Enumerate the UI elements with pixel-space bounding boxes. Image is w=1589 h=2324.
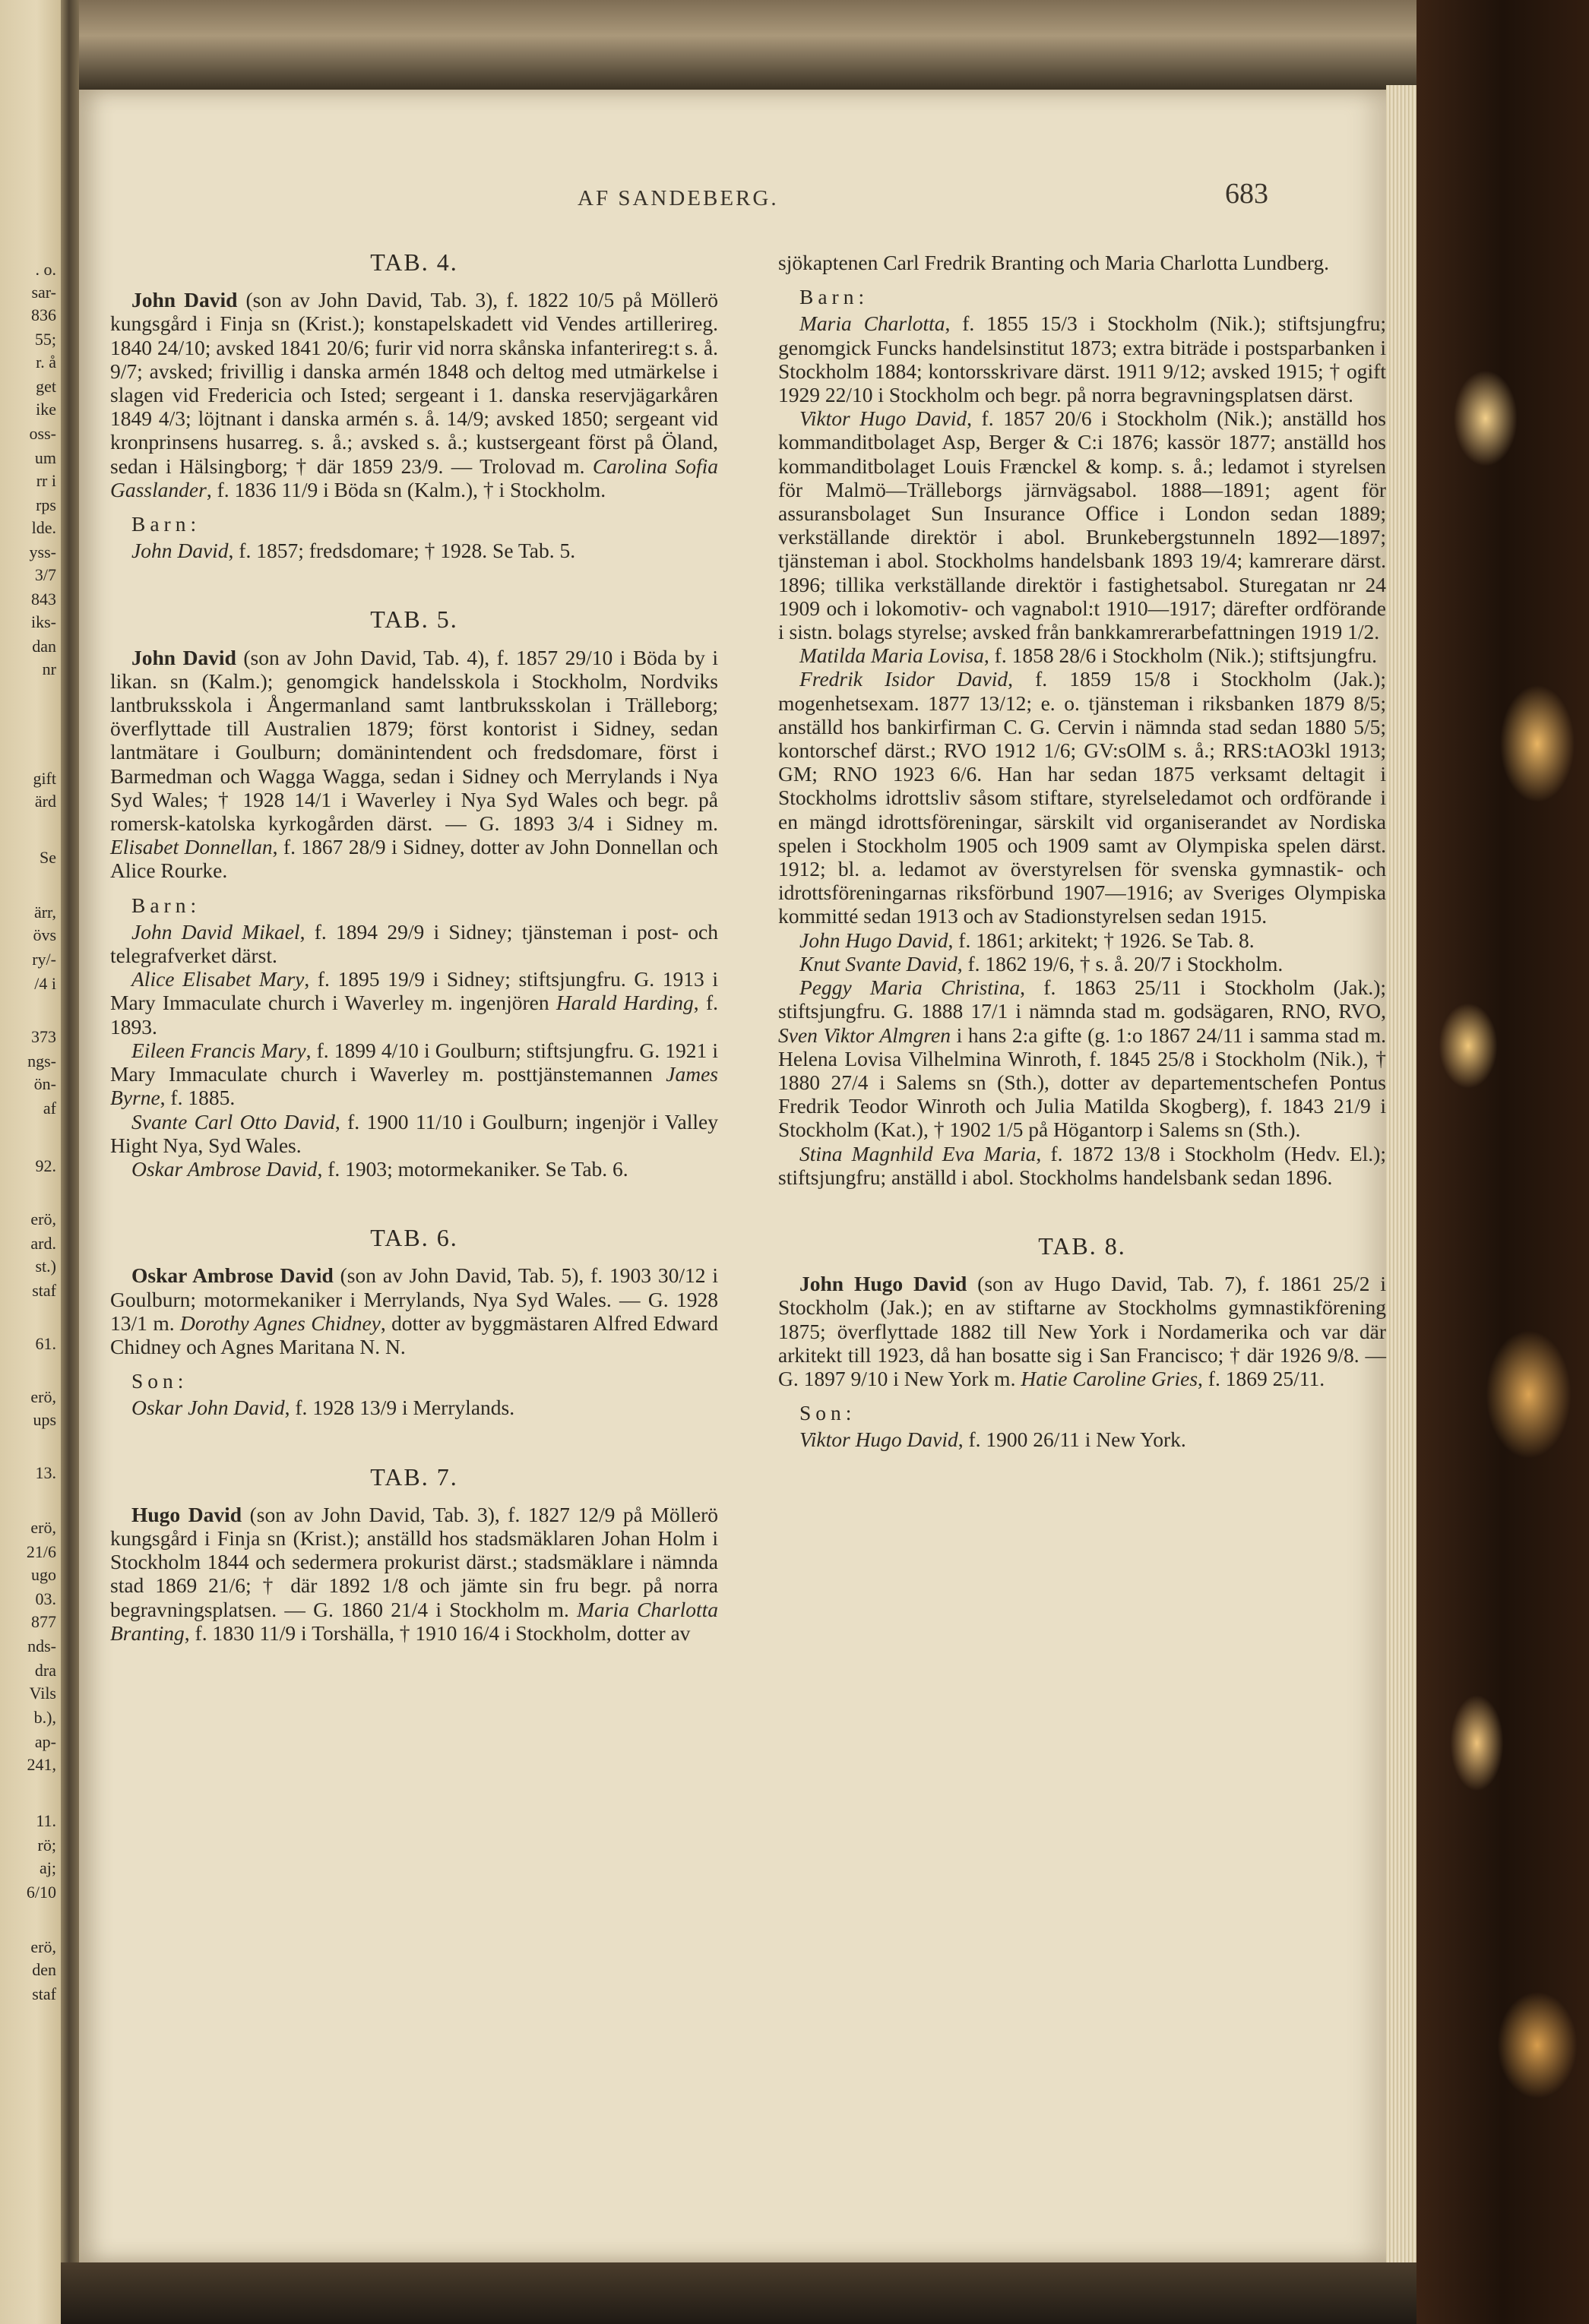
book-gutter [61,0,79,2324]
child-name: Matilda Maria Lovisa [799,643,984,668]
child-name: John Hugo David [799,928,948,952]
margin-fragment: rps [36,495,56,514]
child-entry [778,952,1386,975]
margin-fragment: nr [42,659,56,678]
margin-fragment: rr i [36,471,56,490]
margin-fragment: 11. [36,1811,56,1830]
page-number: 683 [1225,178,1268,210]
margin-fragment: dan [32,637,56,656]
margin-fragment: staf [32,1984,56,2003]
margin-fragment: ry/- [32,950,56,969]
child-name: John David [131,539,229,563]
margin-fragment: lde. [31,518,56,537]
margin-fragment: erö, [30,1937,56,1956]
child-text: , f. 1895 19/9 i Sidney; stiftsjungfru. G. 1913 i Mary Immaculate church i Waverley m. ingenjören [110,967,718,1015]
margin-fragment: get [36,377,56,396]
spouse-name: James Byrne [110,1062,718,1110]
margin-fragment: oss- [29,424,56,443]
margin-fragment: rö; [37,1835,56,1854]
section-title: TAB. 6. [370,1224,458,1252]
child-entry [110,1157,718,1181]
child-entry [110,539,718,562]
person-name: John David [131,645,236,669]
child-name: Viktor Hugo David [799,406,967,431]
child-entry [778,643,1386,667]
entry-text: (son av John David, Tab. 3), f. 1827 12/9 på Möllerö kungsgård i Finja sn (Krist.); anställd hos stadsmäklaren Johan Holm i Stockholm 1844 och sedermera prokurist därst.; stadsmäklare i nämnda stad 1869 21/6; † där 1892 1/8 och jämte sin fru begr. på norra begravningsplatsen. — G. 1860 21/4 i Stockholm m. [110,1502,718,1621]
child-entry [110,1039,718,1110]
child-text: , f. 1861; arkitekt; † 1926. Se Tab. 8. [948,928,1255,952]
child-name: Oskar Ambrose David [131,1156,318,1181]
margin-fragment: 241, [27,1755,56,1774]
margin-fragment: yss- [29,542,56,561]
section-tab-7 [110,1462,719,1645]
margin-fragment: . o. [35,260,56,279]
child-text: i hans 2:a gifte (g. 1:o 1867 24/11 i samma stad m. Helena Lovisa Vilhelmina Winroth, f. 1845 25/8 i Stockholm (Nik.), † 1880 27/4 i Salems sn (Sth.), dotter av departementschefen Pontus Fredrik Teodor Winroth och Julia Matilda Skogberg), f. 1843 21/9 i Stockholm (Kat.), † 1902 1/5 på Högantorp i Salems sn (Sth.). [778,1023,1386,1142]
child-text: , f. 1928 13/9 i Merrylands. [284,1396,515,1420]
section-tab-5 [110,608,718,1181]
child-entry [778,1428,1386,1451]
margin-fragment: aj; [40,1858,56,1877]
spouse-name: Harald Harding [556,991,694,1015]
person-name: John Hugo David [799,1272,967,1296]
child-name: Oskar John David [131,1396,285,1420]
margin-fragment: dra [34,1661,56,1680]
margin-fragment: ärd [34,792,56,811]
margin-fragment: 21/6 [26,1542,56,1561]
section-title: TAB. 4. [370,248,458,276]
entry [778,1272,1386,1390]
child-entry [110,920,718,967]
children-list [110,539,718,562]
child-text: , f. 1858 28/6 i Stockholm (Nik.); stiftsjungfru. [983,643,1378,668]
child-entry [778,928,1386,952]
entry-text: (son av John David, Tab. 5), f. 1903 30/12 i Goulburn; motormekaniker i Merrylands, Nya Syd Wales. — G. 1928 13/1 m. [110,1263,718,1335]
child-name: Knut Svante David [799,951,958,975]
entry-text: (son av Hugo David, Tab. 7), f. 1861 25/2 i Stockholm (Jak.); en av stiftarne av Stockholms gymnastikförening 1875; överflyttade 1882 till New York i Nordamerika och var där arkitekt till 1923, då han bosatte sig i San Francisco; † där 1926 9/8. — G. 1897 9/10 i New York m. [778,1272,1386,1390]
margin-fragment: af [43,1099,56,1118]
margin-fragment: sar- [31,283,56,302]
margin-fragment: 373 [31,1027,56,1046]
margin-fragment: ups [33,1410,56,1429]
book-cover-top [61,0,1589,90]
margin-fragment: st.) [35,1257,56,1276]
entry-continued: sjökaptenen Carl Fredrik Branting och Maria Charlotta Lundberg. [778,251,1330,274]
margin-fragment: 03. [35,1589,56,1608]
child-name: Stina Magnhild Eva Maria [799,1141,1037,1165]
margin-fragment: 843 [31,590,56,609]
entry [110,646,718,883]
margin-fragment: 61. [35,1334,56,1353]
child-text: , f. 1900 11/10 i Goulburn; ingenjör i Valley Hight Nya, Syd Wales. [110,1109,718,1157]
child-text: , f. 1900 26/11 i New York. [958,1428,1186,1452]
entry-text: (son av John David, Tab. 4), f. 1857 29/10 i Böda by i likan. sn (Kalm.); genomgick handelsskola i Stockholm, Nordviks lantbruksskola i Ångermanland samt lantbruksskolan i Trälleborg; överflyttade till Australien 1879; först kontorist i Sidney, sedan lantmätare i Goulburn; domänintendent och fredsdomare, först i Barmedman och Wagga Wagga, sedan i Sidney och Merrylands i Nya Syd Wales; † 1928 14/1 i Waverley i Nya Syd Wales och begr. på romersk-katolska kyrkogården därst. — G. 1893 3/4 i Sidney m. [110,645,718,836]
page-stack-edge [1386,85,1416,2267]
section-tab-8 [778,1232,1386,1452]
margin-fragment: b.), [33,1708,56,1727]
entry-text-continued: , f. 1830 11/9 i Torshälla, † 1910 16/4 i Stockholm, dotter av [184,1620,691,1645]
margin-fragment: 6/10 [26,1883,56,1902]
margin-fragment: Se [40,848,56,867]
margin-fragment: ike [36,400,56,419]
margin-fragment: iks- [31,612,56,631]
marbled-cover [1416,0,1589,2324]
book-cover-bottom [61,2262,1416,2324]
margin-fragment: nds- [27,1636,56,1655]
child-entry [778,667,1386,928]
child-text: , f. 1859 15/8 i Stockholm (Jak.); mogenhetsexam. 1877 13/12; e. o. tjänsteman i riksbanken 1879 8/5; anställd hos bankirfirman C. G. Cervin i nämnda stad sedan 1880 5/5; kontorschef därst.; RVO 1912 1/6; GV:sOlM s. å.; RRS:tAO3kl 1913; GM; RNO 1923 6/6. Han har sedan 1875 verksamt deltagit i Stockholms idrottsliv såsom stiftare, styrelseledamot och ordförande i en mängd idrottsföreningar, särskilt vid organiserandet av Nordiska spelen i Stockholm 1905 och 1909 samt av Olympiska spelen därst. 1912; bl. a. ledamot av överstyrelsen för svenska gymnastik- och idrottsföreningarnas riksförbund 1907—1916; av Sveriges Olympiska kommitté sedan 1913 och av Stadionstyrelsen sedan 1915. [778,667,1386,928]
margin-fragment: um [34,448,56,467]
margin-fragment: ard. [30,1234,56,1253]
person-name: John David [131,288,238,312]
spouse-name: Sven Viktor Almgren [778,1023,951,1047]
spouse-name: Elisabet Donnellan [110,835,273,859]
child-text: , f. 1893. [110,991,718,1039]
child-entry [110,967,718,1039]
entry [110,288,718,501]
child-text: , f. 1862 19/6, † s. å. 20/7 i Stockholm. [957,951,1284,975]
previous-page-edge [0,0,61,2324]
margin-fragment: 55; [34,330,56,349]
child-text: , f. 1872 13/8 i Stockholm (Hedv. El.); stiftsjungfru; anställd i abol. Stockholms handelsbank sedan 1896. [778,1141,1386,1189]
child-entry [778,975,1386,1141]
margin-fragment: 877 [31,1612,56,1631]
entry-text: , f. 1869 25/11. [1198,1366,1325,1390]
section-title: TAB. 7. [370,1462,458,1491]
margin-fragment: erö, [30,1387,56,1406]
child-name: John David Mikael [131,919,300,944]
section-title: TAB. 8. [1038,1232,1126,1260]
children-list [778,1428,1386,1451]
margin-fragment: Vils [29,1684,56,1703]
margin-fragment: /4 i [34,974,56,993]
child-text: , f. 1855 15/3 i Stockholm (Nik.); stiftsjungfru; genomgick Funcks handelsinstitut 1873; extra biträde i postsparbanken i Stockholm 1884; kontorsskrivare därst. 1911 9/12; avsked 1915; † ogift 1929 22/10 i Stockholm och begr. på norra begravningsplatsen därst. [778,311,1386,407]
entry [110,1263,718,1358]
section-tab-6 [110,1226,718,1419]
margin-fragment: övs [33,925,56,944]
margin-fragment: ngs- [27,1051,56,1070]
child-entry [110,1396,718,1419]
entry-text: , f. 1867 28/9 i Sidney, dotter av John Donnellan och Alice Rourke. [110,835,718,883]
child-text: , f. 1863 25/11 i Stockholm (Jak.); stiftsjungfru. G. 1888 17/1 i nämnda stad m. godsägaren, RNO, RVO, [778,975,1386,1023]
margin-fragment: 92. [35,1156,56,1175]
child-text: , f. 1857; fredsdomare; † 1928. Se Tab. 5. [228,539,576,563]
child-name: Viktor Hugo David [799,1428,958,1452]
entry-text: (son av John David, Tab. 3), f. 1822 10/5 på Möllerö kungsgård i Finja sn (Krist.); konstapelskadett vid Vendes artillerireg. 1840 24/10; avsked 1841 20/6; furir vid norra skånska infanterireg:t s. å. 9/7; avsked; frivillig i danska armén 1848 och deltog med utmärkelse i slagen vid Fredericia och Isted; sergeant i 1. danska reservjägarkåren 1849 4/3; löjtnant i danska armén s. å. 14/9; avsked 1850; sergeant vid kronprinsens husarreg. s. å.; avsked s. å.; kustsergeant först på Öland, sedan i Hälsingborg; † där 1859 23/9. — Trolovad m. [110,288,718,478]
left-column [110,248,719,1690]
children-label: Barn: [131,512,201,536]
child-text: , f. 1903; motormekaniker. Se Tab. 6. [317,1156,628,1181]
child-name: Alice Elisabet Mary [131,967,305,991]
child-text: , f. 1857 20/6 i Stockholm (Nik.); anställd hos kommanditbolaget Asp, Berger & C:i 1876; kassör 1877; anställd hos kommanditbolaget Louis Frænckel & komp. s. å.; ledamot i styrelsen för Malmö—Trälleborgs järnvägsabol. 1888—1891; agent för assuransbolaget Sun Insurance Office i London sedan 1889; verkställande direktör i abol. Brunkebergstunneln 1892—1897; tjänsteman i abol. Stockholms handelsbank 1893 19/4; kamrerare därst. 1896; tillika verkställande direktör i fastighetsabol. Sturegatan nr 24 1909 och i lokomotiv- och vagnabol:t 1910—1917; därefter ordförande i sistn. bolags styrelse; avsked från bankkamrerarbefattningen 1919 1/2. [778,406,1386,644]
child-name: Fredrik Isidor David [799,667,1008,691]
child-name: Eileen Francis Mary [131,1038,306,1062]
margin-fragment: ap- [34,1732,56,1751]
children-label: Barn: [799,285,869,309]
section-tab-7-continued [778,251,1386,1189]
margin-fragment: ärr, [33,903,56,922]
margin-fragment: gift [33,769,56,788]
person-name: Hugo David [131,1502,242,1526]
margin-fragment: r. å [36,353,56,372]
margin-fragment: 836 [31,305,56,324]
margin-fragment: ön- [33,1074,56,1093]
margin-fragment: erö, [30,1209,56,1228]
right-column [778,251,1386,1497]
children-label: Son: [131,1369,188,1393]
person-name: Oskar Ambrose David [131,1263,334,1288]
spouse-name: Hatie Caroline Gries [1021,1366,1198,1390]
children-list [110,1396,718,1419]
entry-text: , dotter av byggmästaren Alfred Edward Chidney och Agnes Maritana N. N. [110,1311,718,1358]
spouse-name: Carolina Sofia Gasslander [110,454,718,501]
child-text: , f. 1885. [160,1086,236,1110]
entry [110,1503,718,1645]
margin-fragment: den [32,1960,56,1979]
child-entry [778,311,1386,406]
section-tab-4 [110,248,718,563]
margin-fragment: staf [32,1281,56,1300]
running-head: AF SANDEBERG. [578,186,779,210]
child-text: , f. 1894 29/9 i Sidney; tjänsteman i post- och telegrafverket därst. [110,919,719,968]
spouse-name: Maria Charlotta Branting [110,1597,719,1645]
margin-fragment: 13. [35,1463,56,1482]
margin-fragment: erö, [30,1518,56,1537]
margin-fragment: ugo [31,1565,56,1584]
spouse-name: Dorothy Agnes Chidney [180,1311,381,1335]
child-entry [110,1110,718,1157]
section-title: TAB. 5. [370,606,458,634]
children-label: Son: [799,1401,856,1425]
margin-fragment: 3/7 [34,565,56,584]
child-text: , f. 1899 4/10 i Goulburn; stiftsjungfru. G. 1921 i Mary Immaculate church i Waverley m. posttjänstemannen [110,1038,718,1086]
child-entry [778,1142,1386,1189]
children-label: Barn: [131,893,201,917]
child-name: Peggy Maria Christina [799,975,1021,1000]
child-entry [778,406,1386,643]
children-list [778,311,1386,1189]
children-list [110,920,718,1181]
child-name: Svante Carl Otto David [131,1109,335,1134]
entry-text: , f. 1836 11/9 i Böda sn (Kalm.), † i Stockholm. [206,477,606,501]
child-name: Maria Charlotta [799,311,945,336]
